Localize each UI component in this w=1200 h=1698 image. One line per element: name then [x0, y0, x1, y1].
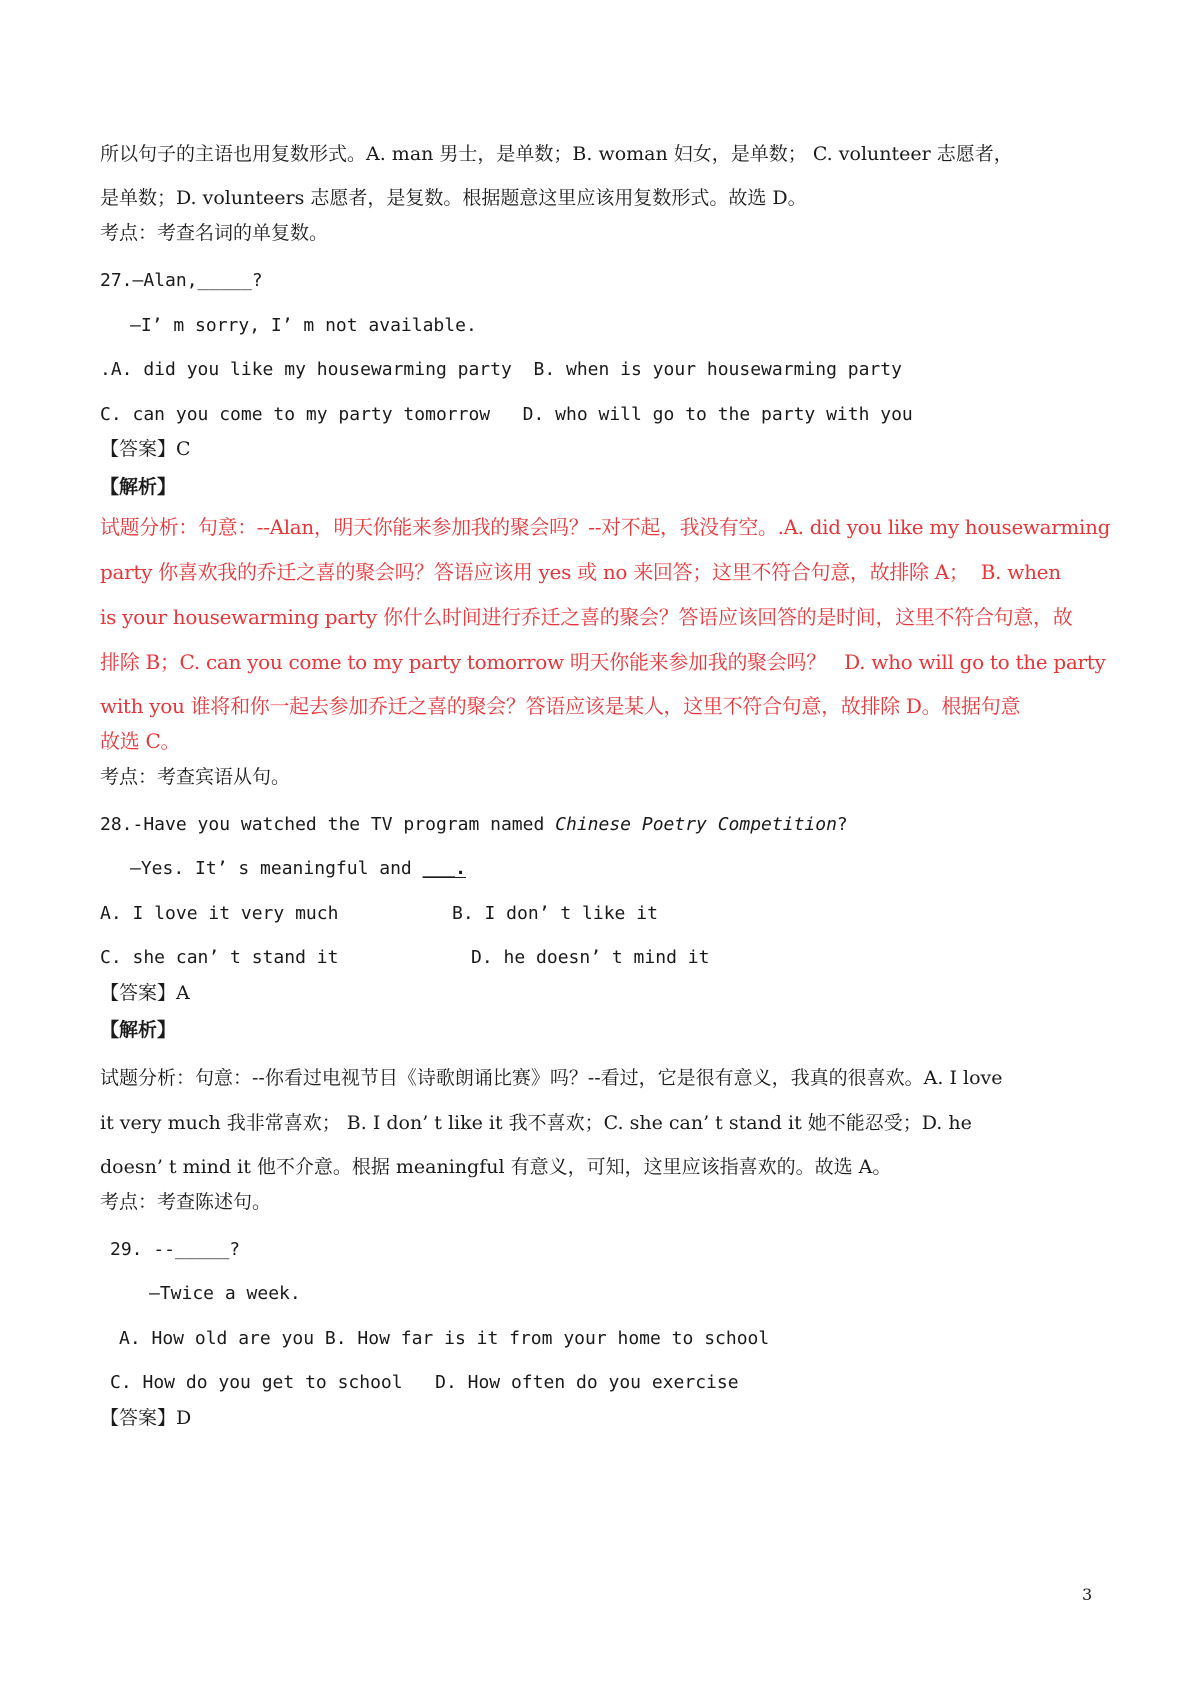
question-28-stem	[100, 812, 848, 838]
question-28-stem-pre: 28.-Have you watched the TV program named	[100, 814, 556, 835]
question-28-reply-pre: —Yes. It’ s meaningful and	[130, 858, 423, 879]
answer-label: 【答案】C	[100, 438, 191, 460]
exam-point: 考点：考查宾语从句。	[100, 766, 291, 788]
question-28-option-a: A. I love it very much	[100, 903, 339, 924]
analysis-text: is your housewarming party 你什么时间进行乔迁之喜的聚会？答语应该回答的是时间，这里不符合句意，故	[100, 605, 1073, 629]
analysis-text: 试题分析：句意：--Alan，明天你能来参加我的聚会吗？--对不起，我没有空。.A. did you like my housewarming	[100, 515, 1111, 539]
answer-label: 【答案】D	[100, 1407, 192, 1429]
program-title: Chinese Poetry Competition	[555, 814, 837, 835]
question-28-stem-post: ?	[836, 814, 848, 835]
analysis-text: doesn’ t mind it 他不介意。根据 meaningful 有意义，可知，这里应该指喜欢的。故选 A。	[100, 1156, 892, 1178]
analysis-text: party 你喜欢我的乔迁之喜的聚会吗？答语应该用 yes 或 no 来回答；这里不符合句意，故排除 A； B. when	[100, 560, 1061, 584]
question-28-option-c: C. she can’ t stand it	[100, 947, 339, 968]
text-line: 所以句子的主语也用复数形式。A. man 男士，是单数；B. woman 妇女，是单数； C. volunteer 志愿者，	[100, 143, 1013, 165]
question-27-options-ab: .A. did you like my housewarming party B. when is your housewarming party	[100, 359, 902, 380]
question-29-reply: —Twice a week.	[149, 1283, 301, 1304]
analysis-text: it very much 我非常喜欢； B. I don’ t like it 我不喜欢；C. she can’ t stand it 她不能忍受；D. he	[100, 1112, 972, 1134]
analysis-label: 【解析】	[100, 1019, 177, 1041]
question-29-options-cd: C. How do you get to school D. How often do you exercise	[110, 1372, 739, 1393]
question-28-reply	[130, 856, 466, 882]
analysis-text: 排除 B；C. can you come to my party tomorrow 明天你能来参加我的聚会吗？ D. who will go to the party	[100, 650, 1106, 674]
analysis-text: 试题分析：句意：--你看过电视节目《诗歌朗诵比赛》吗？--看过，它是很有意义，我真的很喜欢。A. I love	[100, 1067, 1003, 1089]
analysis-label: 【解析】	[100, 476, 177, 498]
question-27-reply: —I’ m sorry, I’ m not available.	[130, 315, 477, 336]
exam-point: 考点：考查名词的单复数。	[100, 222, 329, 244]
answer-label: 【答案】A	[100, 982, 190, 1004]
question-29-stem: 29. --_____?	[110, 1239, 241, 1260]
question-27-options-cd: C. can you come to my party tomorrow D. who will go to the party with you	[100, 404, 913, 425]
question-28-option-b: B. I don’ t like it	[452, 903, 658, 924]
text-line: 是单数；D. volunteers 志愿者，是复数。根据题意这里应该用复数形式。故选 D。	[100, 187, 807, 209]
question-27-stem: 27.—Alan,_____?	[100, 270, 263, 291]
page-number: 3	[1082, 1585, 1093, 1604]
analysis-text: with you 谁将和你一起去参加乔迁之喜的聚会？答语应该是某人，这里不符合句意，故排除 D。根据句意	[100, 694, 1021, 718]
question-28-option-d: D. he doesn’ t mind it	[471, 947, 710, 968]
answer-blank: ___.	[422, 858, 466, 879]
analysis-text: 故选 C。	[100, 729, 181, 753]
question-29-options-ab: A. How old are you B. How far is it from your home to school	[119, 1328, 770, 1349]
exam-point: 考点：考查陈述句。	[100, 1191, 272, 1213]
